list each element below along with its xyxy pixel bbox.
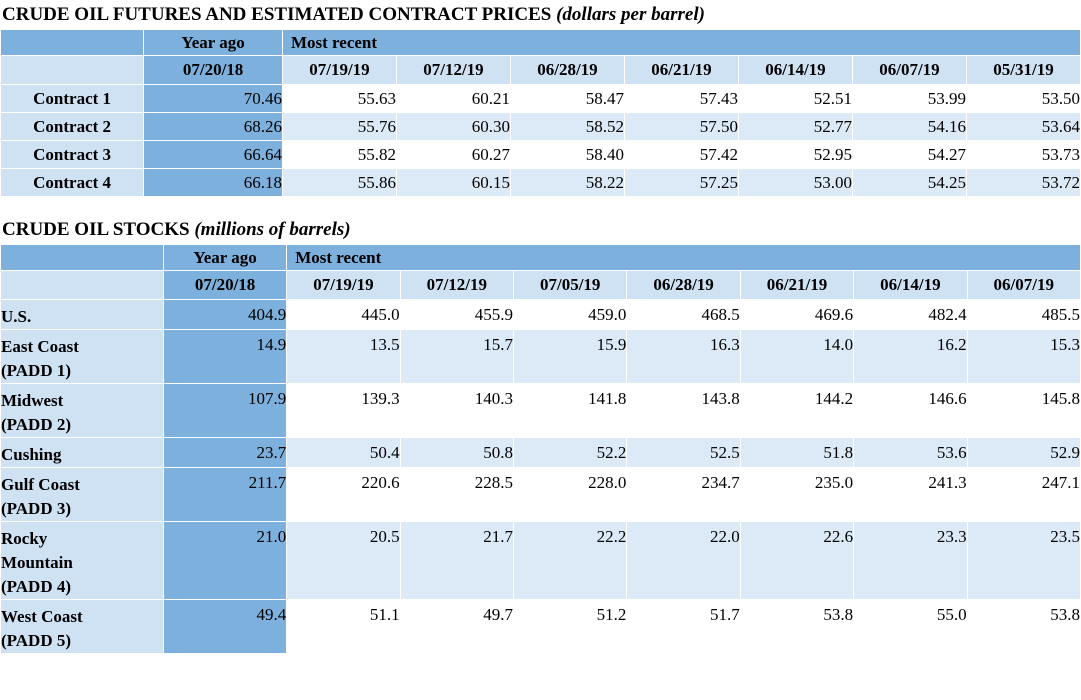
stocks-cell-0-2: 455.9 (400, 300, 513, 330)
stocks-cell-1-0: 14.9 (163, 330, 286, 384)
stocks-band-most-recent: Most recent (287, 245, 1081, 271)
table-row (1, 330, 1081, 384)
stocks-row-label-5-line1: Rocky (1, 529, 48, 548)
stocks-cell-4-5: 235.0 (740, 468, 853, 522)
stocks-row-label-4 (1, 468, 164, 522)
stocks-cell-1-7: 15.3 (967, 330, 1080, 384)
stocks-date-4: 06/28/19 (627, 271, 740, 300)
stocks-cell-2-6: 146.6 (854, 384, 967, 438)
futures-date-6: 06/07/19 (852, 56, 966, 85)
stocks-cell-5-5: 22.6 (740, 522, 853, 600)
stocks-cell-3-4: 52.5 (627, 438, 740, 468)
stocks-cell-4-1: 220.6 (287, 468, 400, 522)
stocks-cell-4-6: 241.3 (854, 468, 967, 522)
stocks-cell-5-3: 22.2 (514, 522, 627, 600)
futures-date-7: 05/31/19 (966, 56, 1080, 85)
stocks-cell-0-0: 404.9 (163, 300, 286, 330)
stocks-cell-6-3: 51.2 (514, 600, 627, 654)
futures-row-label-2: Contract 3 (1, 141, 144, 169)
stocks-dates-corner (1, 271, 164, 300)
futures-cell-2-3: 58.40 (510, 141, 624, 169)
stocks-date-6: 06/14/19 (854, 271, 967, 300)
stocks-cell-4-4: 234.7 (627, 468, 740, 522)
stocks-date-1: 07/19/19 (287, 271, 400, 300)
futures-date-1: 07/19/19 (282, 56, 396, 85)
futures-cell-2-7: 53.73 (966, 141, 1080, 169)
stocks-title (0, 219, 1081, 244)
stocks-cell-1-3: 15.9 (514, 330, 627, 384)
stocks-row-label-0-line1: U.S. (1, 307, 32, 326)
futures-cell-3-6: 54.25 (852, 169, 966, 197)
stocks-cell-0-6: 482.4 (854, 300, 967, 330)
stocks-cell-1-6: 16.2 (854, 330, 967, 384)
futures-cell-3-4: 57.25 (624, 169, 738, 197)
futures-date-2: 07/12/19 (396, 56, 510, 85)
futures-date-5: 06/14/19 (738, 56, 852, 85)
futures-row-label-0: Contract 1 (1, 85, 144, 113)
futures-cell-0-1: 55.63 (282, 85, 396, 113)
futures-date-3: 06/28/19 (510, 56, 624, 85)
stocks-header-dates (1, 271, 1081, 300)
futures-table (0, 29, 1081, 197)
stocks-cell-0-4: 468.5 (627, 300, 740, 330)
stocks-row-label-1-line2: (PADD 1) (1, 361, 72, 380)
stocks-title-main: CRUDE OIL STOCKS (2, 219, 190, 240)
stocks-cell-4-7: 247.1 (967, 468, 1080, 522)
stocks-cell-4-2: 228.5 (400, 468, 513, 522)
stocks-cell-2-0: 107.9 (163, 384, 286, 438)
stocks-cell-6-2: 49.7 (400, 600, 513, 654)
stocks-row-label-1-line1: East Coast (1, 337, 79, 356)
stocks-row-label-5-line2: Mountain (1, 553, 73, 572)
futures-cell-0-4: 57.43 (624, 85, 738, 113)
stocks-cell-2-5: 144.2 (740, 384, 853, 438)
stocks-cell-5-1: 20.5 (287, 522, 400, 600)
stocks-row-label-6-line1: West Coast (1, 607, 83, 626)
futures-dates-corner (1, 56, 144, 85)
futures-cell-1-4: 57.50 (624, 113, 738, 141)
stocks-cell-0-1: 445.0 (287, 300, 400, 330)
stocks-title-units: (millions of barrels) (194, 219, 351, 240)
stocks-date-3: 07/05/19 (514, 271, 627, 300)
stocks-cell-3-2: 50.8 (400, 438, 513, 468)
futures-cell-1-5: 52.77 (738, 113, 852, 141)
stocks-cell-0-7: 485.5 (967, 300, 1080, 330)
futures-cell-1-2: 60.30 (396, 113, 510, 141)
futures-cell-2-2: 60.27 (396, 141, 510, 169)
table-row (1, 169, 1081, 197)
futures-cell-2-6: 54.27 (852, 141, 966, 169)
stocks-cell-6-6: 55.0 (854, 600, 967, 654)
stocks-date-5: 06/21/19 (740, 271, 853, 300)
stocks-date-7: 06/07/19 (967, 271, 1080, 300)
stocks-cell-2-4: 143.8 (627, 384, 740, 438)
table-row (1, 300, 1081, 330)
stocks-row-label-2-line2: (PADD 2) (1, 415, 72, 434)
futures-cell-1-1: 55.76 (282, 113, 396, 141)
stocks-header-band (1, 245, 1081, 271)
futures-row-label-3: Contract 4 (1, 169, 144, 197)
stocks-table (0, 244, 1081, 654)
stocks-cell-3-7: 52.9 (967, 438, 1080, 468)
futures-band-corner (1, 30, 144, 56)
stocks-cell-5-7: 23.5 (967, 522, 1080, 600)
stocks-row-label-5 (1, 522, 164, 600)
futures-cell-2-5: 52.95 (738, 141, 852, 169)
futures-header-dates (1, 56, 1081, 85)
stocks-row-label-4-line1: Gulf Coast (1, 475, 80, 494)
futures-date-0: 07/20/18 (144, 56, 283, 85)
futures-title (0, 4, 1081, 29)
stocks-band-year-ago: Year ago (163, 245, 286, 271)
futures-cell-3-0: 66.18 (144, 169, 283, 197)
stocks-row-label-2-line1: Midwest (1, 391, 64, 410)
futures-cell-1-3: 58.52 (510, 113, 624, 141)
stocks-cell-0-5: 469.6 (740, 300, 853, 330)
futures-cell-2-1: 55.82 (282, 141, 396, 169)
stocks-cell-6-7: 53.8 (967, 600, 1080, 654)
stocks-cell-2-2: 140.3 (400, 384, 513, 438)
stocks-date-0: 07/20/18 (163, 271, 286, 300)
table-row (1, 141, 1081, 169)
stocks-cell-0-3: 459.0 (514, 300, 627, 330)
stocks-row-label-3 (1, 438, 164, 468)
stocks-row-label-4-line2: (PADD 3) (1, 499, 72, 518)
table-row (1, 522, 1081, 600)
stocks-cell-1-4: 16.3 (627, 330, 740, 384)
stocks-row-label-2 (1, 384, 164, 438)
futures-cell-3-5: 53.00 (738, 169, 852, 197)
stocks-row-label-5-line3: (PADD 4) (1, 577, 72, 596)
futures-cell-1-6: 54.16 (852, 113, 966, 141)
futures-band-year-ago: Year ago (144, 30, 283, 56)
stocks-cell-6-1: 51.1 (287, 600, 400, 654)
futures-row-label-1: Contract 2 (1, 113, 144, 141)
futures-cell-0-7: 53.50 (966, 85, 1080, 113)
futures-band-most-recent: Most recent (282, 30, 1080, 56)
stocks-cell-2-3: 141.8 (514, 384, 627, 438)
stocks-cell-1-5: 14.0 (740, 330, 853, 384)
futures-cell-3-7: 53.72 (966, 169, 1080, 197)
futures-cell-0-2: 60.21 (396, 85, 510, 113)
stocks-row-label-3-line1: Cushing (1, 445, 62, 464)
stocks-band-corner (1, 245, 164, 271)
futures-date-4: 06/21/19 (624, 56, 738, 85)
stocks-cell-5-6: 23.3 (854, 522, 967, 600)
futures-cell-3-1: 55.86 (282, 169, 396, 197)
table-row (1, 113, 1081, 141)
stocks-row-label-0 (1, 300, 164, 330)
futures-cell-0-6: 53.99 (852, 85, 966, 113)
stocks-cell-2-1: 139.3 (287, 384, 400, 438)
stocks-cell-5-4: 22.0 (627, 522, 740, 600)
stocks-cell-3-1: 50.4 (287, 438, 400, 468)
futures-cell-3-2: 60.15 (396, 169, 510, 197)
futures-cell-2-0: 66.64 (144, 141, 283, 169)
futures-cell-0-0: 70.46 (144, 85, 283, 113)
futures-cell-2-4: 57.42 (624, 141, 738, 169)
futures-title-main: CRUDE OIL FUTURES AND ESTIMATED CONTRACT PRICES (2, 4, 552, 25)
stocks-cell-2-7: 145.8 (967, 384, 1080, 438)
stocks-cell-6-5: 53.8 (740, 600, 853, 654)
table-row (1, 600, 1081, 654)
futures-header-band (1, 30, 1081, 56)
table-row (1, 384, 1081, 438)
futures-title-units: (dollars per barrel) (556, 4, 705, 25)
stocks-cell-6-4: 51.7 (627, 600, 740, 654)
table-row (1, 468, 1081, 522)
futures-cell-1-7: 53.64 (966, 113, 1080, 141)
stocks-row-label-1 (1, 330, 164, 384)
stocks-cell-4-0: 211.7 (163, 468, 286, 522)
futures-cell-1-0: 68.26 (144, 113, 283, 141)
stocks-row-label-6 (1, 600, 164, 654)
stocks-row-label-6-line2: (PADD 5) (1, 631, 72, 650)
futures-cell-0-5: 52.51 (738, 85, 852, 113)
stocks-cell-1-2: 15.7 (400, 330, 513, 384)
stocks-cell-6-0: 49.4 (163, 600, 286, 654)
stocks-cell-5-0: 21.0 (163, 522, 286, 600)
stocks-cell-1-1: 13.5 (287, 330, 400, 384)
table-row (1, 85, 1081, 113)
stocks-cell-3-0: 23.7 (163, 438, 286, 468)
stocks-cell-4-3: 228.0 (514, 468, 627, 522)
table-row (1, 438, 1081, 468)
section-spacer (0, 197, 1081, 219)
futures-cell-0-3: 58.47 (510, 85, 624, 113)
stocks-date-2: 07/12/19 (400, 271, 513, 300)
futures-cell-3-3: 58.22 (510, 169, 624, 197)
stocks-cell-3-6: 53.6 (854, 438, 967, 468)
stocks-cell-5-2: 21.7 (400, 522, 513, 600)
stocks-cell-3-5: 51.8 (740, 438, 853, 468)
stocks-cell-3-3: 52.2 (514, 438, 627, 468)
